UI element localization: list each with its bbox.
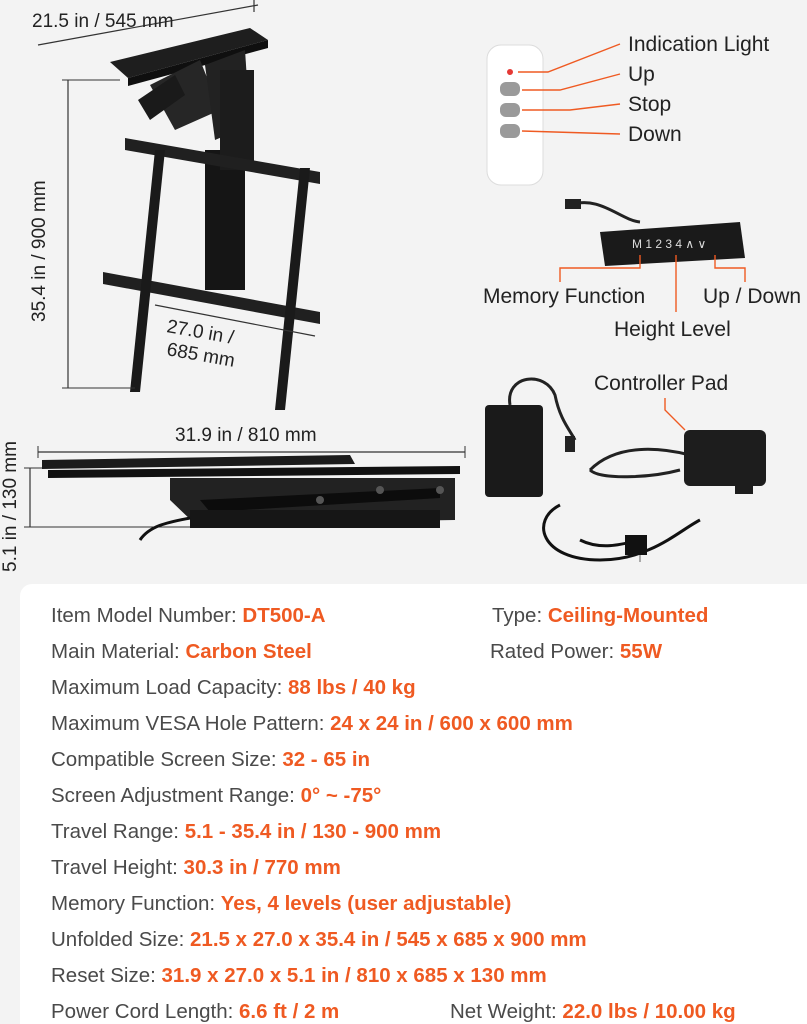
spec-rated-power: Rated Power: 55W bbox=[490, 640, 663, 663]
spec-adjustment-range: Screen Adjustment Range: 0° ~ -75° bbox=[51, 784, 382, 807]
folded-height-label: 5.1 in / 130 mm bbox=[0, 441, 21, 572]
spec-travel-range: Travel Range: 5.1 - 35.4 in / 130 - 900 mm bbox=[51, 820, 442, 843]
top-width-label: 21.5 in / 545 mm bbox=[32, 11, 174, 32]
spec-travel-height: Travel Height: 30.3 in / 770 mm bbox=[51, 856, 341, 879]
unfolded-mount-illustration bbox=[29, 0, 320, 410]
indication-light-icon bbox=[507, 69, 513, 75]
spec-memory-function: Memory Function: Yes, 4 levels (user adjustable) bbox=[51, 892, 512, 915]
spec-power-cord-length: Power Cord Length: 6.6 ft / 2 m bbox=[51, 1000, 340, 1023]
vesa-width-label-line2: 685 mm bbox=[165, 339, 237, 372]
up-label: Up bbox=[628, 63, 655, 86]
spec-reset-size: Reset Size: 31.9 x 27.0 x 5.1 in / 810 x 685 x 130 mm bbox=[51, 964, 547, 987]
keypad bbox=[483, 199, 801, 341]
keypad-display: M 1 2 3 4 ∧ ∨ bbox=[632, 237, 707, 251]
spec-main-material: Main Material: Carbon Steel bbox=[51, 640, 312, 663]
spec-type: Type: Ceiling-Mounted bbox=[492, 604, 709, 627]
spec-net-weight: Net Weight: 22.0 lbs / 10.00 kg bbox=[450, 1000, 736, 1023]
power-accessories bbox=[485, 372, 766, 562]
power-adapter-icon bbox=[485, 405, 543, 497]
controller-pad-icon bbox=[684, 430, 766, 486]
height-label: 35.4 in / 900 mm bbox=[29, 180, 50, 322]
memory-function-label: Memory Function bbox=[483, 285, 646, 308]
vesa-width-label-line1: 27.0 in / bbox=[165, 316, 236, 349]
controller-pad-label: Controller Pad bbox=[594, 372, 729, 395]
spec-vesa-pattern: Maximum VESA Hole Pattern: 24 x 24 in / 600 x 600 mm bbox=[51, 712, 573, 735]
down-label: Down bbox=[628, 123, 682, 146]
up-down-label: Up / Down bbox=[703, 285, 802, 308]
spec-max-load: Maximum Load Capacity: 88 lbs / 40 kg bbox=[51, 676, 416, 699]
stop-label: Stop bbox=[628, 93, 672, 116]
indication-light-label: Indication Light bbox=[628, 33, 770, 56]
spec-panel bbox=[20, 584, 807, 1024]
folded-width-label: 31.9 in / 810 mm bbox=[175, 425, 317, 446]
height-level-label: Height Level bbox=[614, 318, 731, 341]
spec-unfolded-size: Unfolded Size: 21.5 x 27.0 x 35.4 in / 545 x 685 x 900 mm bbox=[51, 928, 587, 951]
spec-screen-size: Compatible Screen Size: 32 - 65 in bbox=[51, 748, 371, 771]
spec-item-model-number: Item Model Number: DT500-A bbox=[51, 604, 326, 627]
remote-control bbox=[487, 33, 769, 185]
folded-mount-illustration bbox=[0, 425, 465, 572]
